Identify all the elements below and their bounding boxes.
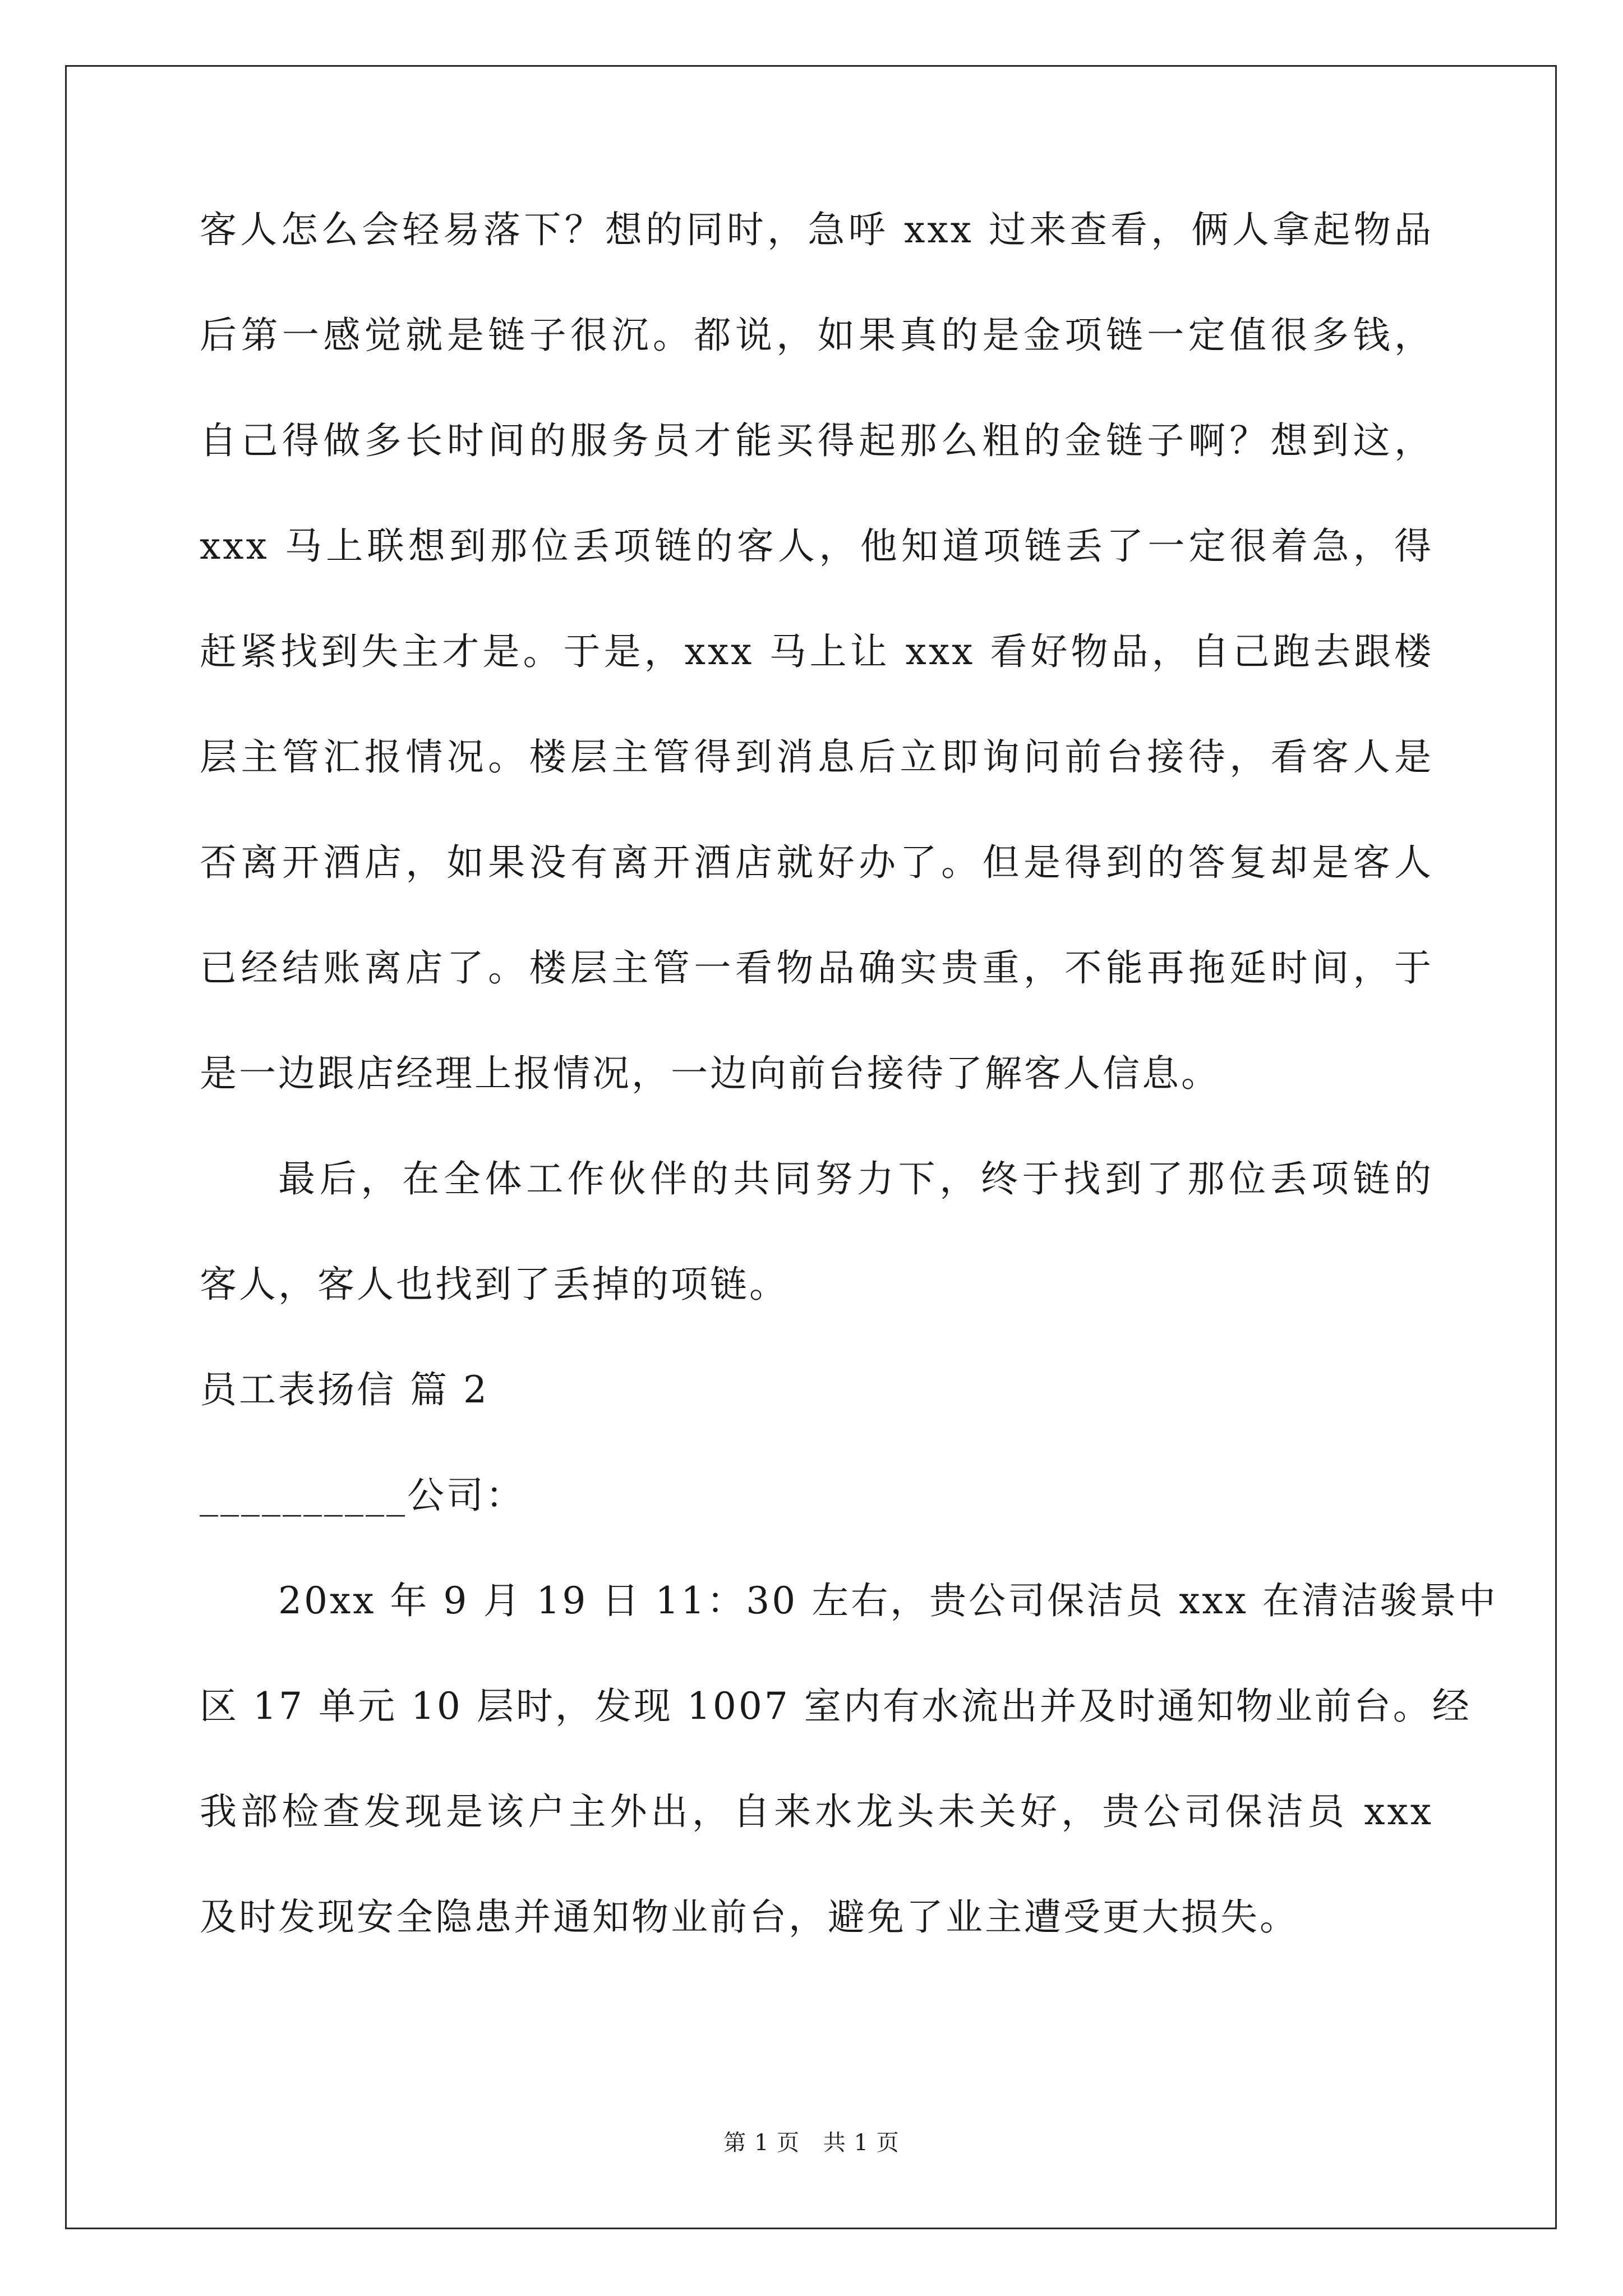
text-line: 区 17 单元 10 层时，发现 1007 室内有水流出并及时通知物业前台。经 xyxy=(200,1685,1472,1728)
text-line: 我部检查发现是该户主外出，自来水龙头未关好，贵公司保洁员 xxx xyxy=(200,1790,1433,1833)
text-line: 否离开酒店，如果没有离开酒店就好办了。但是得到的答复却是客人 xyxy=(200,841,1433,884)
text-line: 自己得做多长时间的服务员才能买得起那么粗的金链子啊？想到这， xyxy=(200,419,1433,462)
text-line: xxx 马上联想到那位丢项链的客人，他知道项链丢了一定很着急，得 xyxy=(200,524,1433,568)
section-heading: 员工表扬信 篇 2 xyxy=(200,1368,489,1411)
page-number: 第 1 页 xyxy=(723,2130,800,2156)
text-line: 客人怎么会轻易落下？想的同时，急呼 xxx 过来查看，俩人拿起物品 xyxy=(200,208,1433,251)
paragraph-first-line: 最后，在全体工作伙伴的共同努力下，终于找到了那位丢项链的 xyxy=(278,1157,1433,1200)
text-line: 客人，客人也找到了丢掉的项链。 xyxy=(200,1263,789,1306)
text-line: 赶紧找到失主才是。于是，xxx 马上让 xxx 看好物品，自己跑去跟楼 xyxy=(200,630,1433,673)
page-footer xyxy=(0,2129,1623,2157)
text-line: 后第一感觉就是链子很沉。都说，如果真的是金项链一定值很多钱， xyxy=(200,314,1433,357)
text-line: 已经结账离店了。楼层主管一看物品确实贵重，不能再拖延时间，于 xyxy=(200,946,1433,990)
text-line: 及时发现安全隐患并通知物业前台，避免了业主遭受更大损失。 xyxy=(200,1895,1299,1939)
text-line: 是一边跟店经理上报情况，一边向前台接待了解客人信息。 xyxy=(200,1052,1220,1095)
text-line: 层主管汇报情况。楼层主管得到消息后立即询问前台接待，看客人是 xyxy=(200,735,1433,779)
page-total: 共 1 页 xyxy=(823,2130,900,2156)
paragraph-first-line: 20xx 年 9 月 19 日 11：30 左右，贵公司保洁员 xxx 在清洁骏景中 xyxy=(278,1579,1498,1622)
salutation: __________公司： xyxy=(200,1474,525,1517)
